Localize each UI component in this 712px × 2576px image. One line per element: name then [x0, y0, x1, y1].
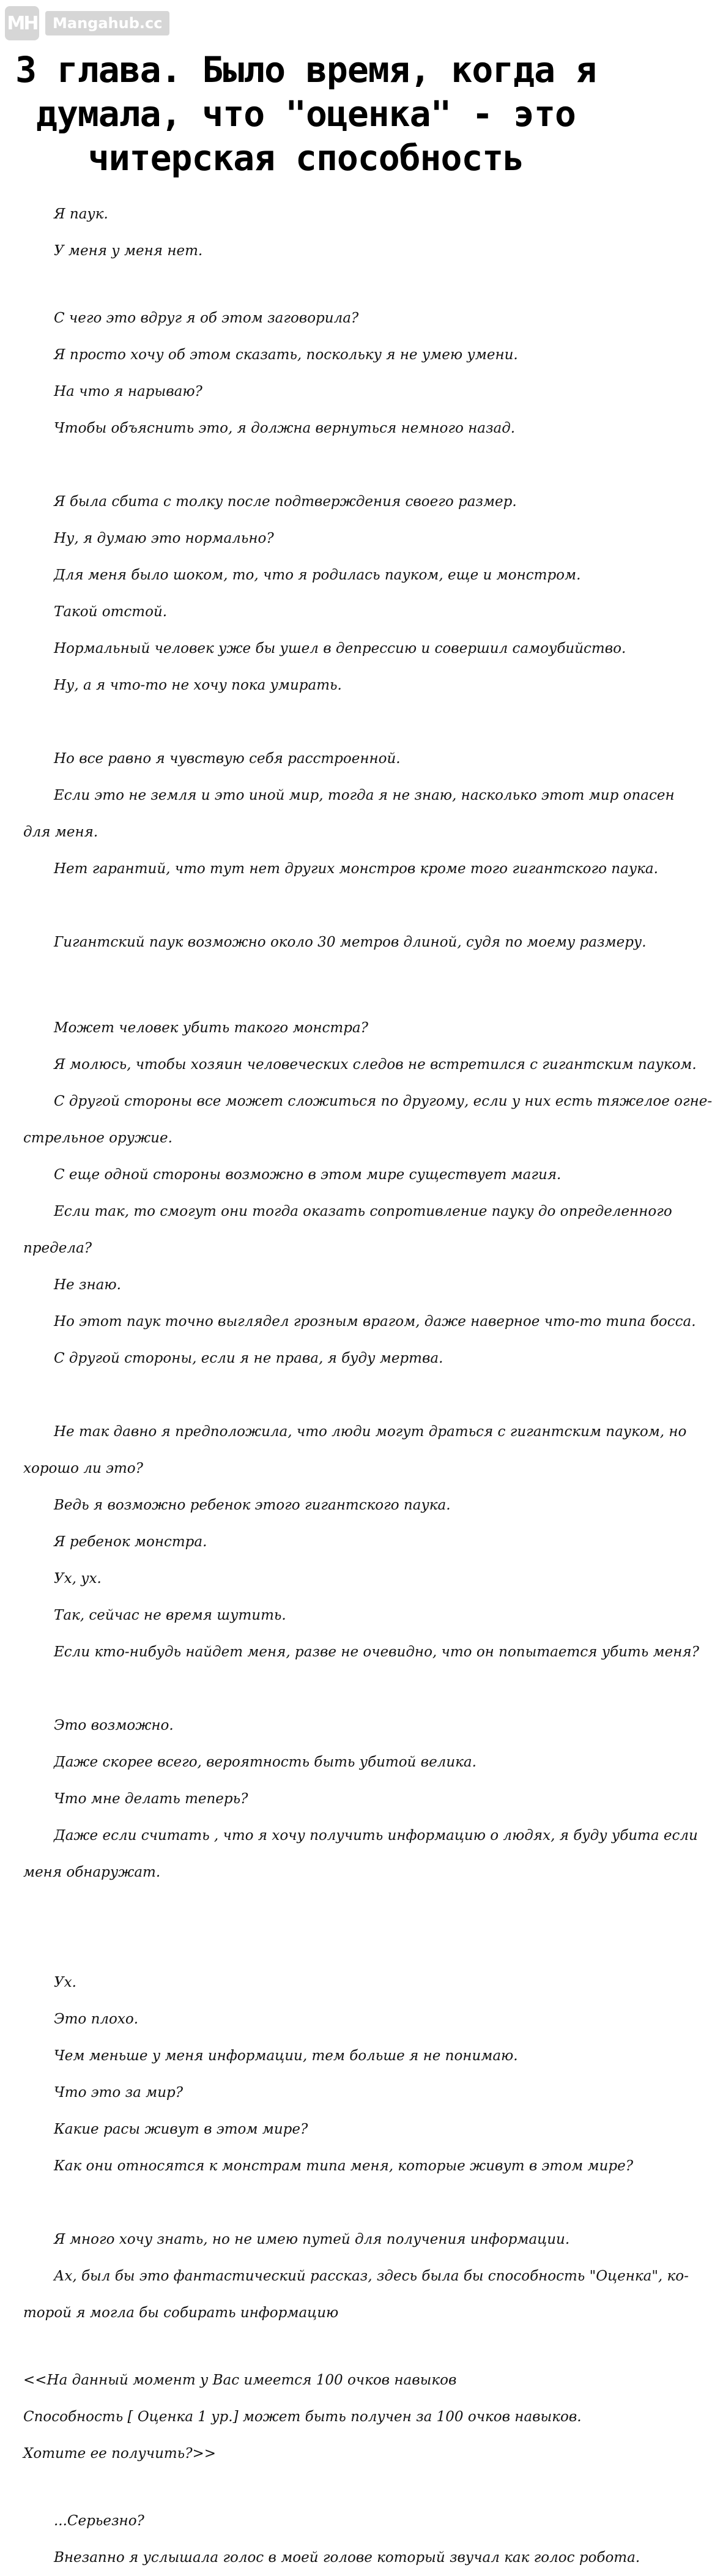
system-message-line: Хотите ее получить?>> [23, 2446, 217, 2462]
text-line: Если это не земля и это иной мир, тогда я не знаю, насколько этот мир опасен [54, 787, 675, 803]
text-line: У меня у меня нет. [54, 243, 203, 259]
text-line: Что мне делать теперь? [54, 1791, 248, 1807]
paragraph [0, 1010, 712, 1377]
text-line-continuation: стрельное оружие. [23, 1130, 172, 1146]
text-line: Я паук. [54, 206, 108, 222]
text-line: Ведь я возможно ребенок этого гигантского паука. [54, 1497, 451, 1513]
text-line: Гигантский паук возможно около 30 метров длиной, судя по моему размеру. [54, 934, 647, 950]
text-line: ...Серьезно? [54, 2513, 144, 2529]
text-line: Нет гарантий, что тут нет других монстров кроме того гигантского паука. [54, 861, 658, 877]
chapter-title: 3 глава. Было время, когда я думала, что "оценка" - это читерская способность [15, 49, 596, 179]
text-line: Чтобы объяснить это, я должна вернуться немного назад. [54, 420, 516, 436]
text-line: Я молюсь, чтобы хозяин человеческих следов не встретился с гигантским пауком. [54, 1057, 697, 1073]
site-logo [5, 6, 169, 40]
text-line: Но этот паук точно выглядел грозным врагом, даже наверное что-то типа босса. [54, 1314, 696, 1330]
mh-logo-icon: MH [5, 6, 39, 40]
text-line: Если кто-нибудь найдет меня, разве не очевидно, что он попытается убить меня? [54, 1644, 699, 1660]
text-line: Я ребенок монстра. [54, 1534, 207, 1550]
text-line-continuation: хорошо ли это? [23, 1461, 143, 1476]
site-logo-text: Mangahub.cc [45, 11, 169, 35]
text-line: Такой отстой. [54, 604, 168, 620]
text-line: Я много хочу знать, но не имею путей для получения информации. [54, 2232, 570, 2247]
text-line: Ну, а я что-то не хочу пока умирать. [54, 677, 342, 693]
text-line: Так, сейчас не время шутить. [54, 1607, 286, 1623]
text-line: Какие расы живут в этом мире? [54, 2121, 308, 2137]
text-line: Может человек убить такого монстра? [54, 1020, 368, 1036]
text-line-continuation: торой я могла бы собирать информацию [23, 2305, 339, 2321]
system-message-line: <<На данный момент у Вас имеется 100 очков навыков [23, 2372, 457, 2388]
text-line: Я была сбита с толку после подтверждения своего размер. [54, 494, 517, 510]
text-line: Что это за мир? [54, 2085, 184, 2101]
text-line: Нормальный человек уже бы ушел в депрессию и совершил самоубийство. [54, 641, 626, 657]
paragraph [0, 300, 612, 447]
paragraph [0, 2362, 612, 2472]
text-line: Если так, то смогут они тогда оказать сопротивление пауку до определенного [54, 1204, 672, 1219]
text-line-continuation: для меня. [23, 824, 98, 840]
text-line: С другой стороны, если я не права, я буду мертва. [54, 1350, 443, 1366]
paragraph [0, 196, 612, 269]
text-line: Не знаю. [54, 1277, 121, 1293]
paragraph [0, 2503, 640, 2576]
paragraph [0, 483, 626, 704]
text-line-continuation: предела? [23, 1240, 92, 1256]
text-line: Как они относятся к монстрам типа меня, которые живут в этом мире? [54, 2158, 634, 2174]
text-line: Ух, ух. [54, 1571, 102, 1587]
text-line: Это плохо. [54, 2011, 138, 2027]
text-line: Даже скорее всего, вероятность быть убитой велика. [54, 1754, 477, 1770]
text-line: С другой стороны все может сложиться по другому, если у них есть тяжелое огне- [54, 1093, 712, 1109]
text-line: На что я нарываю? [54, 384, 202, 400]
text-line: Чем меньше у меня информации, тем больше я не понимаю. [54, 2048, 518, 2064]
paragraph [0, 740, 675, 887]
paragraph [0, 1964, 634, 2184]
paragraph [0, 1413, 699, 1670]
text-line: Внезапно я услышала голос в моей голове который звучал как голос робота. [54, 2550, 640, 2566]
text-line: С чего это вдруг я об этом заговорила? [54, 310, 359, 326]
text-line: Я просто хочу об этом сказать, поскольку я не умею умени. [54, 347, 518, 363]
text-line-continuation: меня обнаружат. [23, 1864, 161, 1880]
paragraph [0, 924, 647, 961]
paragraph [0, 2221, 689, 2331]
text-line: Ах, был бы это фантастический рассказ, здесь была бы способность "Оценка", ко- [54, 2268, 689, 2284]
system-message-line: Способность [ Оценка 1 ур.] может быть получен за 100 очков навыков. [23, 2409, 582, 2425]
text-line: Не так давно я предположила, что люди могут драться с гигантским пауком, но [54, 1424, 687, 1440]
text-line: Даже если считать , что я хочу получить информацию о людях, я буду убита если [54, 1828, 698, 1844]
text-line: С еще одной стороны возможно в этом мире существует магия. [54, 1167, 562, 1183]
text-line: Но все равно я чувствую себя расстроенной. [54, 751, 401, 767]
text-line: Ну, я думаю это нормально? [54, 530, 274, 546]
text-line: Для меня было шоком, то, что я родилась пауком, еще и монстром. [54, 567, 581, 583]
text-line: Это возможно. [54, 1718, 174, 1733]
paragraph [0, 1707, 698, 1891]
text-line: Ух. [54, 1975, 76, 1990]
